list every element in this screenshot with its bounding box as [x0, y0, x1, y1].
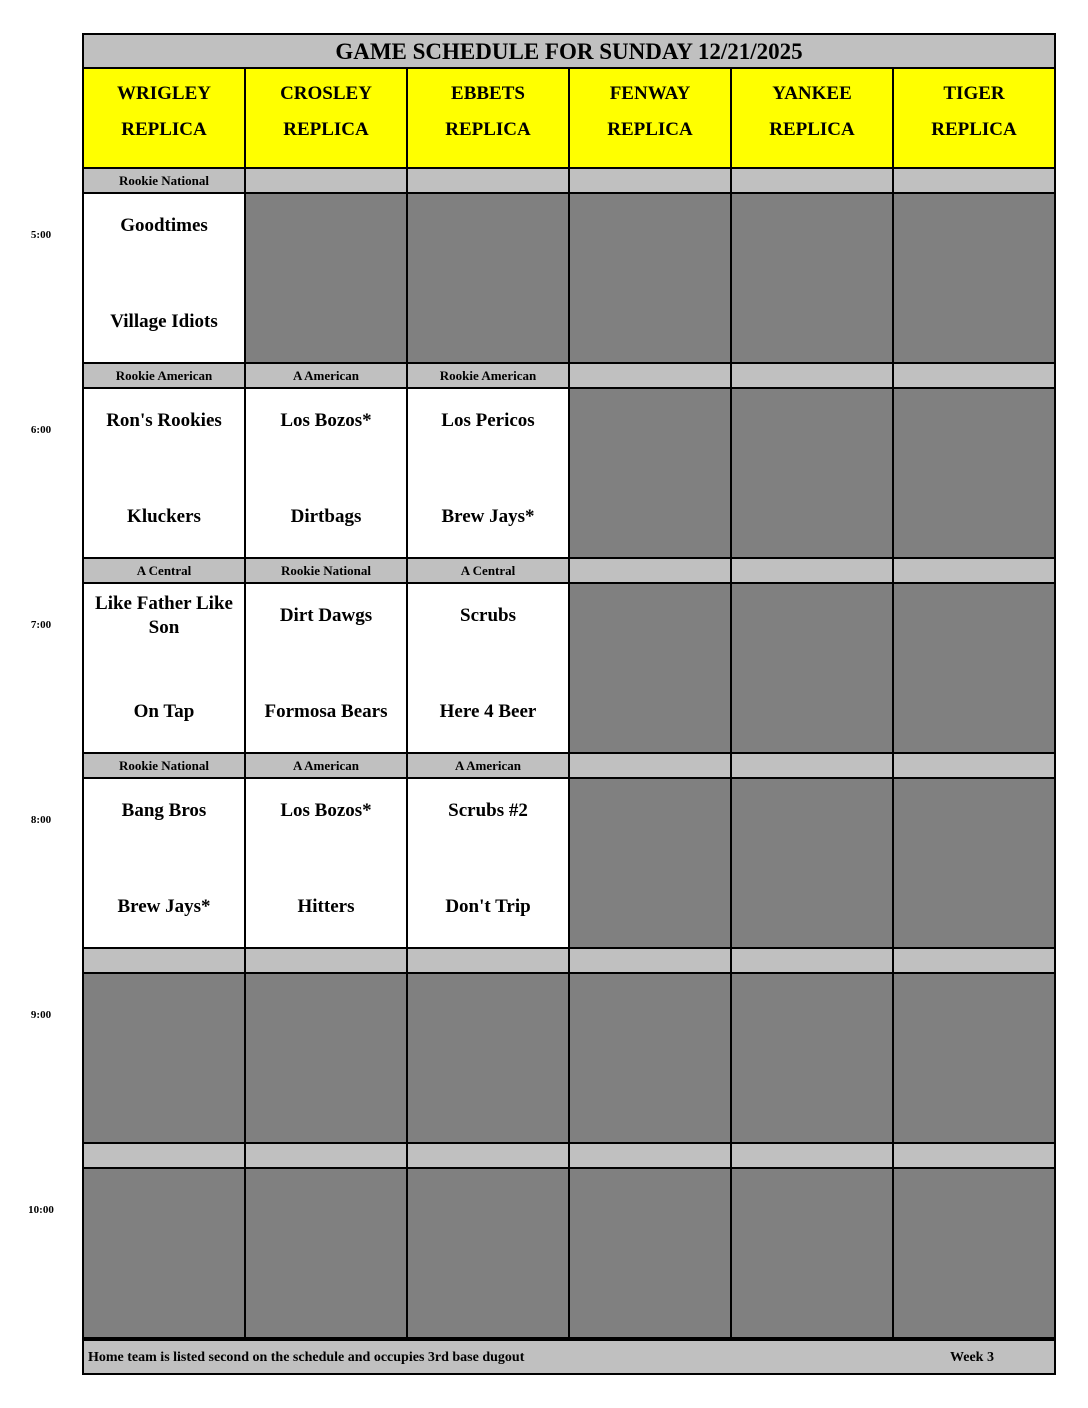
venue-header [570, 69, 732, 167]
home-team: Don't Trip [445, 896, 531, 917]
empty-slot [732, 974, 894, 1142]
empty-slot [570, 779, 732, 947]
division-row [84, 169, 1054, 194]
division-label [246, 169, 408, 192]
division-row [84, 949, 1054, 974]
game-cell [408, 779, 570, 947]
venue-name: EBBETS [451, 83, 525, 104]
footer [84, 1339, 1054, 1373]
empty-slot [570, 1169, 732, 1337]
division-label: Rookie National [84, 169, 246, 192]
empty-slot [246, 974, 408, 1142]
away-team: Ron's Rookies [106, 410, 222, 431]
time-label: 9:00 [30, 1009, 52, 1021]
empty-slot [732, 584, 894, 752]
venue-name: CROSLEY [280, 83, 372, 104]
away-team: Scrubs [460, 605, 516, 626]
home-team: Dirtbags [290, 506, 362, 527]
division-label [570, 1144, 732, 1167]
division-label [732, 754, 894, 777]
division-label [408, 1144, 570, 1167]
game-cell [84, 779, 246, 947]
away-team: Scrubs #2 [448, 800, 528, 821]
game-cell [84, 194, 246, 362]
division-label [732, 364, 894, 387]
time-label: 6:00 [30, 424, 52, 436]
time-slot [84, 559, 1054, 754]
empty-slot [570, 974, 732, 1142]
division-label: Rookie American [84, 364, 246, 387]
empty-slot [894, 1169, 1054, 1337]
empty-slot [732, 389, 894, 557]
division-label: Rookie American [408, 364, 570, 387]
game-cell [408, 389, 570, 557]
division-label [84, 1144, 246, 1167]
venue-header [894, 69, 1054, 167]
venue-subtitle: REPLICA [931, 119, 1017, 140]
empty-slot [894, 779, 1054, 947]
division-label [570, 364, 732, 387]
empty-slot [894, 194, 1054, 362]
division-row [84, 1144, 1054, 1169]
venue-subtitle: REPLICA [769, 119, 855, 140]
empty-slot [84, 974, 246, 1142]
page-title: GAME SCHEDULE FOR SUNDAY 12/21/2025 [84, 35, 1054, 69]
game-cell [84, 389, 246, 557]
division-label: A Central [408, 559, 570, 582]
empty-slot [246, 194, 408, 362]
time-slot [84, 1144, 1054, 1339]
division-label [894, 1144, 1054, 1167]
time-label: 5:00 [30, 229, 52, 241]
away-team: Dirt Dawgs [279, 605, 373, 626]
division-label: A American [246, 754, 408, 777]
empty-slot [408, 974, 570, 1142]
away-team: Los Pericos [441, 410, 535, 431]
away-team: Like Father Like Son [95, 593, 233, 638]
division-label [570, 754, 732, 777]
schedule-table [82, 33, 1056, 1375]
division-label [732, 169, 894, 192]
empty-slot [84, 1169, 246, 1337]
empty-slot [570, 194, 732, 362]
home-team: On Tap [133, 701, 195, 722]
venue-subtitle: REPLICA [607, 119, 693, 140]
division-label [84, 949, 246, 972]
away-team: Goodtimes [120, 215, 208, 236]
game-row [84, 584, 1054, 754]
game-cell [84, 584, 246, 752]
division-label [408, 949, 570, 972]
game-cell [246, 389, 408, 557]
division-label: A Central [84, 559, 246, 582]
empty-slot [894, 584, 1054, 752]
empty-slot [408, 1169, 570, 1337]
week-label: Week 3 [950, 1350, 994, 1365]
home-team: Hitters [297, 896, 355, 917]
time-slot [84, 364, 1054, 559]
home-team: Here 4 Beer [439, 701, 537, 722]
game-cell [408, 584, 570, 752]
footer-note: Home team is listed second on the schedule and occupies 3rd base dugout [88, 1350, 525, 1365]
empty-slot [246, 1169, 408, 1337]
game-row [84, 1169, 1054, 1339]
division-label [894, 364, 1054, 387]
venue-subtitle: REPLICA [121, 119, 207, 140]
division-label [570, 559, 732, 582]
home-team: Brew Jays* [117, 896, 211, 917]
division-row [84, 559, 1054, 584]
time-label: 8:00 [30, 814, 52, 826]
empty-slot [408, 194, 570, 362]
division-label [246, 1144, 408, 1167]
home-team: Village Idiots [110, 311, 218, 332]
venue-subtitle: REPLICA [283, 119, 369, 140]
division-label [732, 1144, 894, 1167]
game-row [84, 779, 1054, 949]
division-label: Rookie National [246, 559, 408, 582]
empty-slot [570, 584, 732, 752]
home-team: Formosa Bears [264, 701, 388, 722]
division-label [894, 559, 1054, 582]
venue-header-row [84, 69, 1054, 169]
venue-name: YANKEE [772, 83, 852, 104]
game-cell [246, 779, 408, 947]
game-row [84, 974, 1054, 1144]
empty-slot [732, 779, 894, 947]
time-label: 10:00 [28, 1204, 54, 1216]
away-team: Los Bozos* [280, 800, 372, 821]
home-team: Kluckers [127, 506, 201, 527]
division-label [894, 754, 1054, 777]
empty-slot [732, 194, 894, 362]
division-label: A American [246, 364, 408, 387]
time-slot [84, 949, 1054, 1144]
time-slot [84, 754, 1054, 949]
venue-header [408, 69, 570, 167]
venue-header [84, 69, 246, 167]
venue-header [246, 69, 408, 167]
division-label [732, 559, 894, 582]
empty-slot [732, 1169, 894, 1337]
division-label [570, 169, 732, 192]
game-cell [246, 584, 408, 752]
game-row [84, 194, 1054, 364]
venue-name: TIGER [943, 83, 1005, 104]
time-label: 7:00 [30, 619, 52, 631]
division-label [732, 949, 894, 972]
away-team: Bang Bros [121, 800, 207, 821]
time-slot [84, 169, 1054, 364]
game-row [84, 389, 1054, 559]
home-team: Brew Jays* [441, 506, 535, 527]
division-label [894, 949, 1054, 972]
division-label: A American [408, 754, 570, 777]
venue-name: WRIGLEY [117, 83, 211, 104]
away-team: Los Bozos* [280, 410, 372, 431]
division-label: Rookie National [84, 754, 246, 777]
empty-slot [894, 389, 1054, 557]
venue-header [732, 69, 894, 167]
division-row [84, 364, 1054, 389]
empty-slot [894, 974, 1054, 1142]
empty-slot [570, 389, 732, 557]
division-label [246, 949, 408, 972]
division-row [84, 754, 1054, 779]
division-label [570, 949, 732, 972]
venue-subtitle: REPLICA [445, 119, 531, 140]
division-label [894, 169, 1054, 192]
venue-name: FENWAY [609, 83, 691, 104]
division-label [408, 169, 570, 192]
time-column [0, 0, 82, 1408]
